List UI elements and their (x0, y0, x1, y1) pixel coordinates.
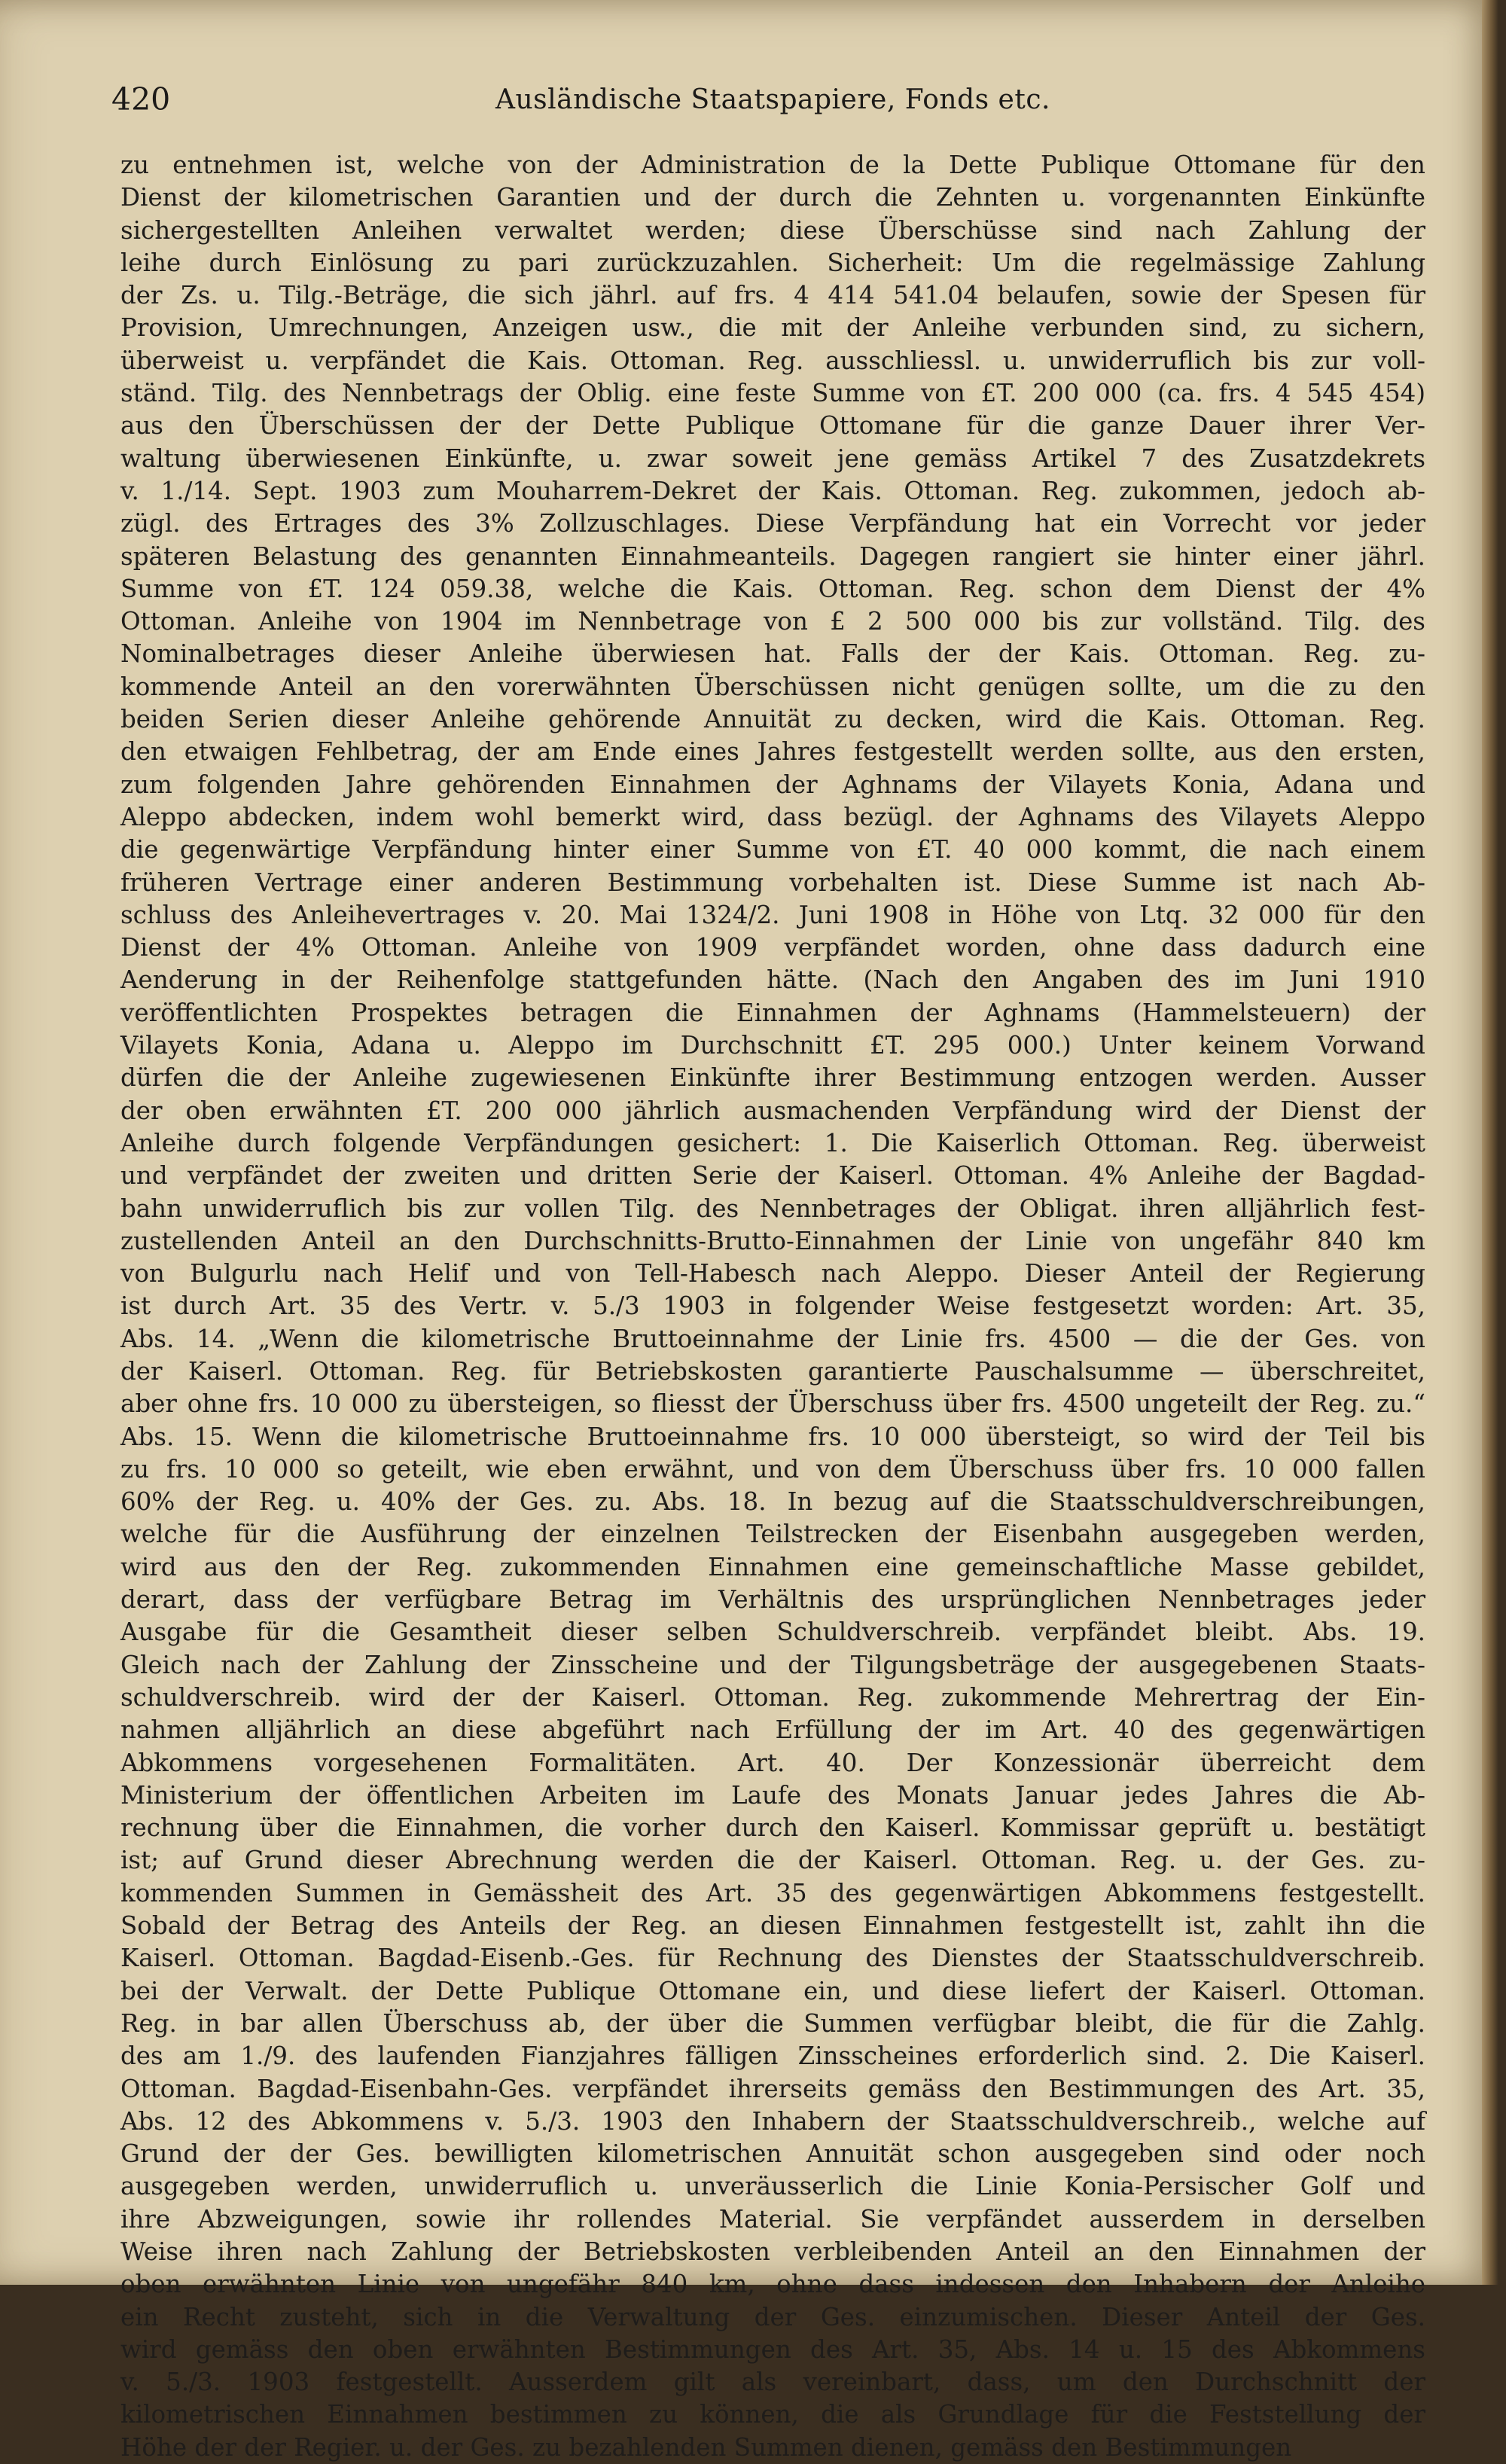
text-line: Aleppo abdecken, indem wohl bemerkt wird, dass bezügl. der Aghnams des Vilayets Aleppo (120, 802, 1425, 831)
text-line: schluss des Anleihevertrages v. 20. Mai 1324/2. Juni 1908 in Höhe von Ltq. 32 000 für den (120, 900, 1425, 929)
text-line: der Kaiserl. Ottoman. Reg. für Betriebskosten garantierte Pauschalsumme — überschreitet, (120, 1356, 1425, 1386)
page-number: 420 (111, 81, 171, 117)
body-text (120, 149, 1425, 2464)
text-line: Abs. 14. „Wenn die kilometrische Bruttoeinnahme der Linie frs. 4500 — die der Ges. von (120, 1324, 1425, 1353)
text-line: ihre Abzweigungen, sowie ihr rollendes Material. Sie verpfändet ausserdem in derselben (120, 2204, 1425, 2234)
text-line: ist; auf Grund dieser Abrechnung werden die der Kaiserl. Ottoman. Reg. u. der Ges. zu- (120, 1846, 1425, 1875)
page-edge (1482, 0, 1498, 2285)
text-line: späteren Belastung des genannten Einnahmeanteils. Dagegen rangiert sie hinter einer jährl. (120, 541, 1425, 571)
text-line: nahmen alljährlich an diese abgeführt nach Erfüllung der im Art. 40 des gegenwärtigen (120, 1715, 1425, 1745)
text-line: schuldverschreib. wird der der Kaiserl. Ottoman. Reg. zukommende Mehrertrag der Ein- (120, 1682, 1425, 1712)
page-header (111, 81, 1422, 124)
text-line: Nominalbetrages dieser Anleihe überwiesen hat. Falls der der Kais. Ottoman. Reg. zu- (120, 639, 1425, 669)
text-line: leihe durch Einlösung zu pari zurückzuzahlen. Sicherheit: Um die regelmässige Zahlung (120, 248, 1425, 277)
text-line: des am 1./9. des laufenden Fianzjahres fälligen Zinsscheines erforderlich sind. 2. Die Kaiserl. (120, 2042, 1425, 2071)
text-line: waltung überwiesenen Einkünfte, u. zwar soweit jene gemäss Artikel 7 des Zusatzdekrets (120, 444, 1425, 473)
text-line: Ministerium der öffentlichen Arbeiten im Laufe des Monats Januar jedes Jahres die Ab- (120, 1780, 1425, 1810)
text-line: Grund der der Ges. bewilligten kilometrischen Annuität schon ausgegeben sind oder noch (120, 2139, 1425, 2169)
text-line: Dienst der kilometrischen Garantien und der durch die Zehnten u. vorgenannten Einkünfte (120, 183, 1425, 212)
text-line: derart, dass der verfügbare Betrag im Verhältnis des ursprünglichen Nennbetrages jeder (120, 1585, 1425, 1615)
running-title: Ausländische Staatspapiere, Fonds etc. (495, 84, 1050, 115)
text-line: beiden Serien dieser Anleihe gehörende Annuität zu decken, wird die Kais. Ottoman. Reg. (120, 705, 1425, 734)
text-line: Ottoman. Anleihe von 1904 im Nennbetrage von £ 2 500 000 bis zur vollständ. Tilg. des (120, 607, 1425, 636)
text-line: Kaiserl. Ottoman. Bagdad-Eisenb.-Ges. für Rechnung des Dienstes der Staatsschuldverschreib. (120, 1944, 1425, 1973)
text-line: Sobald der Betrag des Anteils der Reg. an diesen Einnahmen festgestellt ist, zahlt ihn die (120, 1911, 1425, 1941)
text-line: ist durch Art. 35 des Vertr. v. 5./3 1903 in folgender Weise festgesetzt worden: Art. 35, (120, 1291, 1425, 1321)
text-line: ausgegeben werden, unwiderruflich u. unveräusserlich die Linie Konia-Persischer Golf und (120, 2172, 1425, 2201)
text-line: wird aus den der Reg. zukommenden Einnahmen eine gemeinschaftliche Masse gebildet, (120, 1552, 1425, 1581)
text-line: v. 1./14. Sept. 1903 zum Mouharrem-Dekret der Kais. Ottoman. Reg. zukommen, jedoch ab- (120, 476, 1425, 505)
text-line: ein Recht zusteht, sich in die Verwaltung der Ges. einzumischen. Dieser Anteil der Ges. (120, 2302, 1425, 2331)
text-line: wird gemäss den oben erwähnten Bestimmungen des Art. 35, Abs. 14 u. 15 des Abkommens (120, 2334, 1425, 2364)
text-line: den etwaigen Fehlbetrag, der am Ende eines Jahres festgestellt werden sollte, aus den ersten, (120, 737, 1425, 767)
text-line: Gleich nach der Zahlung der Zinsscheine und der Tilgungsbeträge der ausgegebenen Staats- (120, 1650, 1425, 1679)
text-line: kommende Anteil an den vorerwähnten Überschüssen nicht genügen sollte, um die zu den (120, 672, 1425, 701)
text-line: rechnung über die Einnahmen, die vorher durch den Kaiserl. Kommissar geprüft u. bestätigt (120, 1813, 1425, 1843)
text-line: Abs. 12 des Abkommens v. 5./3. 1903 den Inhabern der Staatsschuldverschreib., welche auf (120, 2106, 1425, 2136)
text-line: Dienst der 4% Ottoman. Anleihe von 1909 verpfändet worden, ohne dass dadurch eine (120, 933, 1425, 962)
text-line: Summe von £T. 124 059.38, welche die Kais. Ottoman. Reg. schon dem Dienst der 4% (120, 574, 1425, 603)
text-line: ständ. Tilg. des Nennbetrags der Oblig. eine feste Summe von £T. 200 000 (ca. frs. 4 545 454) (120, 379, 1425, 408)
text-line: von Bulgurlu nach Helif und von Tell-Habesch nach Aleppo. Dieser Anteil der Regierung (120, 1259, 1425, 1288)
text-line: v. 5./3. 1903 festgestellt. Ausserdem gilt als vereinbart, dass, um den Durchschnitt der (120, 2368, 1425, 2397)
text-line: Abs. 15. Wenn die kilometrische Bruttoeinnahme frs. 10 000 übersteigt, so wird der Teil bis (120, 1422, 1425, 1451)
text-line: dürfen die der Anleihe zugewiesenen Einkünfte ihrer Bestimmung entzogen werden. Ausser (120, 1063, 1425, 1093)
text-line: zu entnehmen ist, welche von der Administration de la Dette Publique Ottomane für den (120, 151, 1425, 179)
text-line: Reg. in bar allen Überschuss ab, der über die Summen verfügbar bleibt, die für die Zahlg. (120, 2008, 1425, 2038)
text-line: Anleihe durch folgende Verpfändungen gesichert: 1. Die Kaiserlich Ottoman. Reg. überweist (120, 1128, 1425, 1157)
text-line: bahn unwiderruflich bis zur vollen Tilg. des Nennbetrages der Obligat. ihren alljährlich fest- (120, 1194, 1425, 1223)
text-line: Aenderung in der Reihenfolge stattgefunden hätte. (Nach den Angaben des im Juni 1910 (120, 965, 1425, 995)
text-line: zum folgenden Jahre gehörenden Einnahmen der Aghnams der Vilayets Konia, Adana und (120, 770, 1425, 799)
text-line: Ausgabe für die Gesamtheit dieser selben Schuldverschreib. verpfändet bleibt. Abs. 19. (120, 1618, 1425, 1647)
text-line: und verpfändet der zweiten und dritten Serie der Kaiserl. Ottoman. 4% Anleihe der Bagdad- (120, 1161, 1425, 1191)
text-line: Abkommens vorgesehenen Formalitäten. Art. 40. Der Konzessionär überreicht dem (120, 1748, 1425, 1777)
text-line: Vilayets Konia, Adana u. Aleppo im Durchschnitt £T. 295 000.) Unter keinem Vorwand (120, 1031, 1425, 1060)
text-line: kilometrischen Einnahmen bestimmen zu können, die als Grundlage für die Feststellung der (120, 2400, 1425, 2429)
text-line: der oben erwähnten £T. 200 000 jährlich ausmachenden Verpfändung wird der Dienst der (120, 1096, 1425, 1125)
text-line: zu frs. 10 000 so geteilt, wie eben erwähnt, und von dem Überschuss über frs. 10 000 fallen (120, 1454, 1425, 1484)
text-line: veröffentlichten Prospektes betragen die Einnahmen der Aghnams (Hammelsteuern) der (120, 998, 1425, 1027)
text-line: kommenden Summen in Gemässheit des Art. 35 des gegenwärtigen Abkommens festgestellt. (120, 1878, 1425, 1907)
text-line: zustellenden Anteil an den Durchschnitts-Brutto-Einnahmen der Linie von ungefähr 840 km (120, 1226, 1425, 1255)
text-line: Höhe der der Regier. u. der Ges. zu bezahlenden Summen dienen, gemäss den Bestimmungen (120, 2432, 1292, 2462)
text-line: oben erwähnten Linie von ungefähr 840 km, ohne dass indessen den Inhabern der Anleihe (120, 2270, 1425, 2299)
text-line: Provision, Umrechnungen, Anzeigen usw., die mit der Anleihe verbunden sind, zu sichern, (120, 313, 1425, 343)
text-line: aus den Überschüssen der der Dette Publique Ottomane für die ganze Dauer ihrer Ver- (120, 411, 1425, 441)
text-line: zügl. des Ertrages des 3% Zollzuschlages. Diese Verpfändung hat ein Vorrecht vor jeder (120, 509, 1425, 538)
text-line: Ottoman. Bagdad-Eisenbahn-Ges. verpfändet ihrerseits gemäss den Bestimmungen des Art. 35, (120, 2074, 1425, 2103)
text-line: überweist u. verpfändet die Kais. Ottoman. Reg. ausschliessl. u. unwiderruflich bis zur voll- (120, 346, 1425, 375)
text-line: aber ohne frs. 10 000 zu übersteigen, so fliesst der Überschuss über frs. 4500 ungeteilt der Reg. zu.“ (120, 1389, 1425, 1419)
text-line: der Zs. u. Tilg.-Beträge, die sich jährl. auf frs. 4 414 541.04 belaufen, sowie der Spesen für (120, 281, 1425, 310)
text-line: Weise ihren nach Zahlung der Betriebskosten verbleibenden Anteil an den Einnahmen der (120, 2237, 1425, 2266)
text-line: 60% der Reg. u. 40% der Ges. zu. Abs. 18. In bezug auf die Staatsschuldverschreibungen, (120, 1487, 1425, 1517)
text-line: früheren Vertrage einer anderen Bestimmung vorbehalten ist. Diese Summe ist nach Ab- (120, 868, 1425, 897)
text-line: bei der Verwalt. der Dette Publique Ottomane ein, und diese liefert der Kaiserl. Ottoman. (120, 1976, 1425, 2005)
text-line: die gegenwärtige Verpfändung hinter einer Summe von £T. 40 000 kommt, die nach einem (120, 835, 1425, 865)
text-line: sichergestellten Anleihen verwaltet werden; diese Überschüsse sind nach Zahlung der (120, 215, 1425, 245)
text-line: welche für die Ausführung der einzelnen Teilstrecken der Eisenbahn ausgegeben werden, (120, 1520, 1425, 1549)
